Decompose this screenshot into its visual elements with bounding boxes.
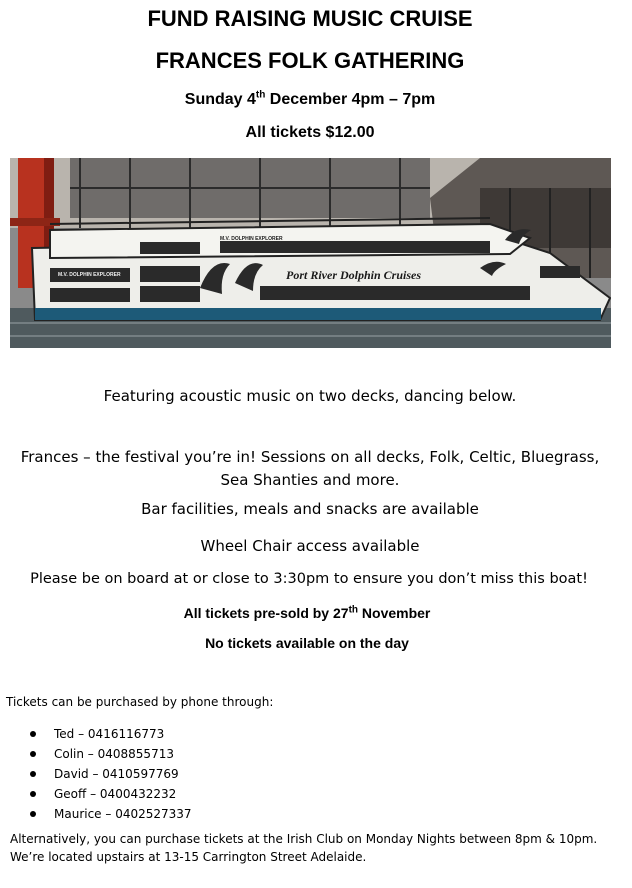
event-date — [0, 91, 620, 109]
boat-photo — [10, 158, 611, 348]
ticket-price: All tickets $12.00 — [245, 124, 375, 141]
alternative-line-1: Alternatively, you can purchase tickets at the Irish Club on Monday Nights between 8pm & 10pm. — [10, 832, 598, 846]
bar-text: Bar facilities, meals and snacks are available — [141, 500, 479, 518]
list-item — [30, 784, 192, 804]
contact-maurice: Maurice – 0402527337 — [54, 807, 192, 821]
contact-ted: Ted – 0416116773 — [54, 727, 165, 741]
bullet-icon — [30, 811, 36, 817]
no-tickets-text: No tickets available on the day — [205, 635, 409, 651]
presold-date: All tickets pre-sold by 27 — [183, 605, 349, 621]
presold-text — [0, 605, 614, 621]
boat-bow-name: M.V. DOLPHIN EXPLORER — [58, 272, 121, 278]
event-date-suffix: th — [255, 89, 266, 101]
list-item — [30, 764, 192, 784]
featuring-text: Featuring acoustic music on two decks, dancing below. — [103, 387, 517, 405]
presold-month: November — [358, 605, 431, 621]
list-item — [30, 724, 192, 744]
boat-side-name: Port River Dolphin Cruises — [286, 268, 422, 282]
contact-geoff: Geoff – 0400432232 — [54, 787, 177, 801]
title-line-2: FRANCES FOLK GATHERING — [155, 48, 465, 73]
list-item — [30, 804, 192, 824]
purchase-intro: Tickets can be purchased by phone through: — [6, 695, 274, 709]
alternative-line-2: We’re located upstairs at 13-15 Carrington Street Adelaide. — [10, 850, 367, 864]
onboard-text: Please be on board at or close to 3:30pm to ensure you don’t miss this boat! — [30, 571, 588, 587]
title-line-1: FUND RAISING MUSIC CRUISE — [147, 6, 473, 31]
event-date-time: December 4pm – 7pm — [265, 91, 436, 108]
presold-suffix: th — [348, 604, 359, 616]
bullet-icon — [30, 771, 36, 777]
event-date-day: Sunday 4 — [184, 91, 256, 108]
festival-text: Frances – the festival you’re in! Sessions on all decks, Folk, Celtic, Bluegrass, Sea Shanties and more. — [20, 448, 600, 489]
contact-colin: Colin – 0408855713 — [54, 747, 174, 761]
contact-david: David – 0410597769 — [54, 767, 179, 781]
contact-list — [30, 724, 192, 824]
boat-top-name: M.V. DOLPHIN EXPLORER — [220, 236, 283, 242]
bullet-icon — [30, 791, 36, 797]
bullet-icon — [30, 751, 36, 757]
boat-illustration — [10, 158, 611, 348]
wheelchair-text: Wheel Chair access available — [200, 537, 420, 555]
bullet-icon — [30, 731, 36, 737]
list-item — [30, 744, 192, 764]
